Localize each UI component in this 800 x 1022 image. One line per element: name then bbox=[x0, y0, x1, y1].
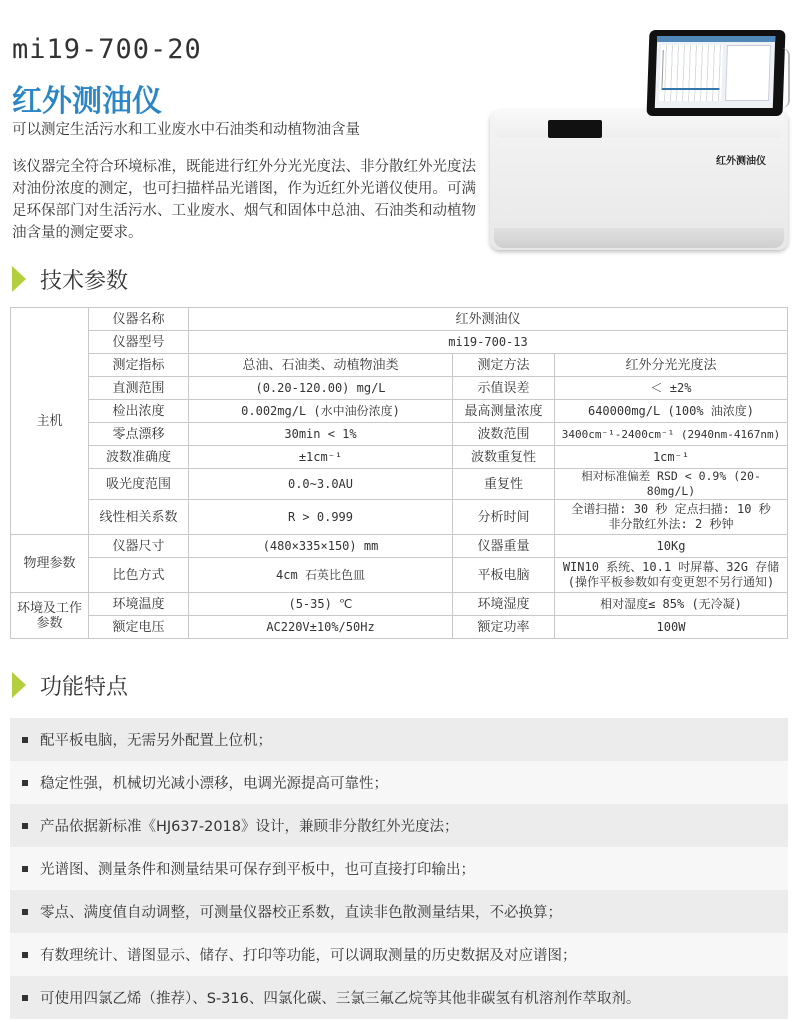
spec-value-multiline bbox=[555, 558, 788, 593]
spec-key: 仪器尺寸 bbox=[89, 535, 189, 558]
feature-item bbox=[10, 761, 788, 804]
spec-value-multiline bbox=[555, 500, 788, 535]
bullet-square-icon bbox=[22, 866, 28, 872]
bullet-square-icon bbox=[22, 909, 28, 915]
features-section-title: 功能特点 bbox=[40, 674, 129, 700]
spec-value-line: (操作平板参数如有变更恕不另行通知) bbox=[567, 575, 775, 589]
spec-value: AC220V±10%/50Hz bbox=[189, 616, 453, 639]
spec-key: 波数准确度 bbox=[89, 446, 189, 469]
table-row bbox=[11, 377, 788, 400]
spec-key: 平板电脑 bbox=[453, 558, 555, 593]
bullet-square-icon bbox=[22, 737, 28, 743]
table-row bbox=[11, 593, 788, 616]
spec-value: 相对标准偏差 RSD < 0.9% (20-80mg/L) bbox=[555, 469, 788, 500]
spec-value: 4cm 石英比色皿 bbox=[189, 558, 453, 593]
spec-value: 1cm⁻¹ bbox=[555, 446, 788, 469]
tablet-cable bbox=[782, 48, 790, 108]
bullet-square-icon bbox=[22, 995, 28, 1001]
spec-value: 3400cm⁻¹-2400cm⁻¹ (2940nm-4167nm) bbox=[555, 423, 788, 446]
spec-value: 30min < 1% bbox=[189, 423, 453, 446]
spec-value: R > 0.999 bbox=[189, 500, 453, 535]
table-row bbox=[11, 354, 788, 377]
spec-value: ＜ ±2% bbox=[555, 377, 788, 400]
table-row bbox=[11, 616, 788, 639]
screen-spectrum-curve bbox=[661, 50, 720, 90]
spec-key: 环境湿度 bbox=[453, 593, 555, 616]
bullet-square-icon bbox=[22, 780, 28, 786]
feature-text: 配平板电脑，无需另外配置上位机； bbox=[40, 733, 272, 749]
spec-key: 重复性 bbox=[453, 469, 555, 500]
spec-value: 0.0~3.0AU bbox=[189, 469, 453, 500]
table-row bbox=[11, 500, 788, 535]
spec-key: 仪器型号 bbox=[89, 331, 189, 354]
spec-value: 红外分光光度法 bbox=[555, 354, 788, 377]
features-list bbox=[10, 718, 788, 1019]
screen-side-panel bbox=[725, 45, 771, 101]
spec-value: 0.002mg/L (水中油份浓度) bbox=[189, 400, 453, 423]
spec-value: 100W bbox=[555, 616, 788, 639]
spec-value: 红外测油仪 bbox=[189, 308, 788, 331]
feature-text: 有数理统计、谱图显示、储存、打印等功能，可以调取测量的历史数据及对应谱图； bbox=[40, 948, 577, 964]
spec-value: ±1cm⁻¹ bbox=[189, 446, 453, 469]
spec-key: 波数范围 bbox=[453, 423, 555, 446]
bullet-square-icon bbox=[22, 952, 28, 958]
table-row bbox=[11, 469, 788, 500]
spec-value: 总油、石油类、动植物油类 bbox=[189, 354, 453, 377]
section-arrow-icon bbox=[12, 266, 26, 292]
device-base bbox=[494, 228, 784, 248]
feature-text: 零点、满度值自动调整，可测量仪器校正系数，直读非色散测量结果，不必换算； bbox=[40, 905, 562, 921]
spec-key: 仪器重量 bbox=[453, 535, 555, 558]
feature-text: 稳定性强，机械切光减小漂移，电调光源提高可靠性； bbox=[40, 776, 388, 792]
spec-value: (5-35) ℃ bbox=[189, 593, 453, 616]
spec-value-line: 全谱扫描: 30 秒 定点扫描: 10 秒 bbox=[571, 502, 771, 516]
device-label: 红外测油仪 bbox=[716, 156, 766, 167]
spec-value-line: WIN10 系统、10.1 吋屏幕、32G 存储 bbox=[562, 560, 780, 574]
spec-section-header bbox=[12, 264, 128, 294]
feature-item bbox=[10, 933, 788, 976]
spec-value: 10Kg bbox=[555, 535, 788, 558]
group-label: 环境及工作参数 bbox=[11, 593, 89, 639]
spec-key: 直测范围 bbox=[89, 377, 189, 400]
model-number: mi19-700-20 bbox=[12, 34, 202, 65]
spec-value: 相对湿度≤ 85% (无冷凝) bbox=[555, 593, 788, 616]
spec-key: 仪器名称 bbox=[89, 308, 189, 331]
feature-text: 光谱图、测量条件和测量结果可保存到平板中，也可直接打印输出； bbox=[40, 862, 475, 878]
product-title: 红外测油仪 bbox=[12, 84, 162, 119]
table-row bbox=[11, 446, 788, 469]
spec-value: (480×335×150) mm bbox=[189, 535, 453, 558]
spec-key: 额定电压 bbox=[89, 616, 189, 639]
spec-key: 测定指标 bbox=[89, 354, 189, 377]
table-row bbox=[11, 331, 788, 354]
group-label: 主机 bbox=[11, 308, 89, 535]
spec-key: 波数重复性 bbox=[453, 446, 555, 469]
spec-value: 640000mg/L (100% 油浓度) bbox=[555, 400, 788, 423]
feature-item bbox=[10, 976, 788, 1019]
spec-key: 吸光度范围 bbox=[89, 469, 189, 500]
table-row bbox=[11, 535, 788, 558]
feature-text: 可使用四氯乙烯（推荐）、S-316、四氯化碳、三氯三氟乙烷等其他非碳氢有机溶剂作萃取剂。 bbox=[40, 991, 641, 1007]
spec-key: 分析时间 bbox=[453, 500, 555, 535]
spec-key: 最高测量浓度 bbox=[453, 400, 555, 423]
feature-item bbox=[10, 890, 788, 933]
feature-text: 产品依据新标准《HJ637-2018》设计，兼顾非分散红外光度法； bbox=[40, 819, 459, 835]
spec-key: 测定方法 bbox=[453, 354, 555, 377]
table-row bbox=[11, 400, 788, 423]
spec-section-title: 技术参数 bbox=[40, 268, 129, 294]
spec-key: 额定功率 bbox=[453, 616, 555, 639]
table-row bbox=[11, 423, 788, 446]
tablet-computer bbox=[646, 30, 785, 116]
group-label: 物理参数 bbox=[11, 535, 89, 593]
spec-key: 线性相关系数 bbox=[89, 500, 189, 535]
spec-key: 环境温度 bbox=[89, 593, 189, 616]
spec-value: mi19-700-13 bbox=[189, 331, 788, 354]
spec-value: (0.20-120.00) mg/L bbox=[189, 377, 453, 400]
feature-item bbox=[10, 847, 788, 890]
feature-item bbox=[10, 804, 788, 847]
spec-key: 检出浓度 bbox=[89, 400, 189, 423]
features-section-header bbox=[12, 670, 128, 700]
spec-key: 示值误差 bbox=[453, 377, 555, 400]
bullet-square-icon bbox=[22, 823, 28, 829]
table-row bbox=[11, 308, 788, 331]
device-image bbox=[490, 28, 790, 253]
spec-key: 比色方式 bbox=[89, 558, 189, 593]
product-intro: 该仪器完全符合环境标准，既能进行红外分光光度法、非分散红外光度法对油份浓度的测定，也可扫描样品光谱图，作为近红外光谱仪使用。可满足环保部门对生活污水、工业废水、烟气和固体中总油、石油类和动植物油含量的测定要求。 bbox=[12, 159, 476, 241]
section-arrow-icon bbox=[12, 672, 26, 698]
screen-toolbar bbox=[657, 36, 775, 42]
spec-key: 零点漂移 bbox=[89, 423, 189, 446]
spec-value-line: 非分散红外法: 2 秒钟 bbox=[608, 517, 734, 531]
feature-item bbox=[10, 718, 788, 761]
sample-slot bbox=[548, 120, 602, 138]
spec-table bbox=[10, 307, 788, 639]
tablet-screen bbox=[655, 36, 776, 108]
product-subtitle: 可以测定生活污水和工业废水中石油类和动植物油含量 bbox=[12, 122, 360, 138]
table-row bbox=[11, 558, 788, 593]
